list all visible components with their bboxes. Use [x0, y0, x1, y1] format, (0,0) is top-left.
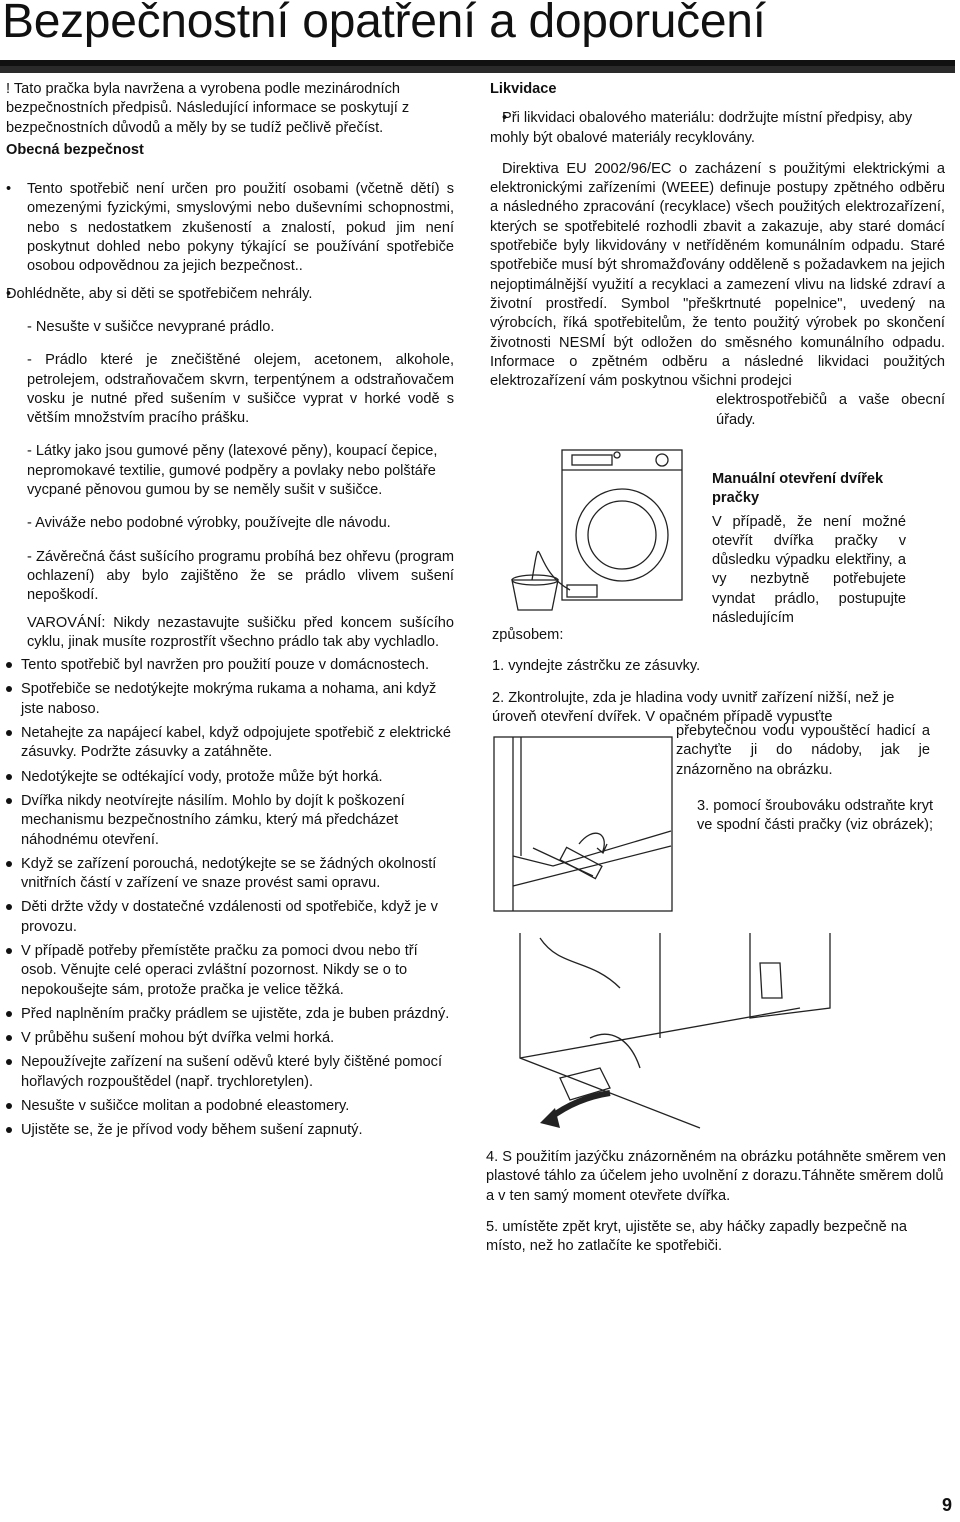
bullet-icon	[6, 948, 12, 954]
dash-item-2: - Prádlo které je znečištěné olejem, acetonem, alkohole, petrolejem, odstraňovačem skvrn, terpentýnem a odstraňovačem vosku je nutné před sušením v sušičce vyprat v horké vodě s větším množstvím pracího prášku.	[27, 352, 454, 427]
safety-paragraph-2: • Dohlédněte, aby si děti se spotřebičem nehrály.	[6, 285, 454, 304]
bullet-icon	[6, 798, 12, 804]
title-rule-shadow	[0, 66, 955, 73]
bullet-icon	[6, 904, 12, 910]
dash-item-3: - Látky jako jsou gumové pěny (latexové pěny), koupací čepice, nepromokavé textilie, gumové podpěry a povlaky nebo polštáře vycpané pěnovou gumou by se neměly sušit v sušičce.	[27, 443, 438, 499]
step-5: 5. umístěte zpět kryt, ujistěte se, aby háčky zapadly bezpečně na místo, než ho zatlačíte ke spotřebiči.	[486, 1218, 908, 1255]
bullet-icon	[6, 1059, 12, 1065]
bullet-icon	[6, 1035, 12, 1041]
step-1: 1. vyndejte zástrčku ze zásuvky.	[492, 658, 701, 675]
page-title: Bezpečnostní opatření a doporučení	[2, 0, 766, 48]
warning-text: VAROVÁNÍ: Nikdy nezastavujte sušičku před koncem sušícího cyklu, jinak musíte rozprostřít všechno prádlo tak aby vychladlo.	[27, 614, 454, 650]
bullet-icon	[6, 861, 12, 867]
list-item: Nesušte v sušičce molitan a podobné eleastomery.	[6, 1097, 454, 1116]
list-item: Ujistěte se, že je přívod vody během sušení zapnutý.	[6, 1121, 454, 1140]
pull-tab-illustration	[500, 928, 840, 1140]
safety-paragraph-1: • Tento spotřebič není určen pro použití osobami (včetně dětí) s omezenými fyzickými, smyslovými nebo duševními schopnostmi, nebo s nedostatkem zkušeností a znalostí, pokud jim není poskytnut dohled nebo pokyny týkající se používání spotřebiče osobou odpovědnou za jejich bezpečnost..	[6, 180, 454, 276]
list-item: V průběhu sušení mohou být dvířka velmi horká.	[6, 1029, 454, 1048]
list-item: Když se zařízení porouchá, nedotýkejte se se žádných okolností vnitřních částí v zařízení ve snaze provést sami opravu.	[6, 855, 454, 894]
list-item: Nepoužívejte zařízení na sušení oděvů které byly čištěné pomocí hořlavých rozpouštědel (např. trychloretylen).	[6, 1053, 454, 1092]
manual-open-text: V případě, že není možné otevřít dvířka pračky v důsledku výpadku elektřiny, a vy nezbytně potřebujete vyndat prádlo, postupujte následujícím	[712, 513, 906, 627]
final-steps-block	[486, 1148, 948, 1256]
dash-item-1: - Nesušte v sušičce nevyprané prádlo.	[27, 318, 275, 335]
bullet-icon	[6, 730, 12, 736]
pull-tab-icon	[500, 928, 840, 1140]
bullet-icon	[6, 662, 12, 668]
page-number: 9	[941, 1495, 952, 1515]
disposal-paragraph-2-end: elektrospotřebičů a vaše obecní úřady.	[716, 392, 945, 428]
list-item: Před naplněním pračky prádlem se ujistěte, zda je buben prázdný.	[6, 1005, 454, 1024]
bullet-icon	[6, 1127, 12, 1133]
step-3-block	[697, 797, 947, 836]
left-column	[6, 78, 454, 1141]
bullet-icon	[6, 774, 12, 780]
bullet-icon	[6, 686, 12, 692]
bullet-icon	[6, 1103, 12, 1109]
steps-block	[492, 626, 937, 727]
screwdriver-icon	[493, 736, 673, 912]
step-3: 3. pomocí šroubováku odstraňte kryt ve spodní části pračky (viz obrázek);	[697, 798, 934, 834]
list-item: Nedotýkejte se odtékající vody, protože může být horká.	[6, 768, 454, 787]
list-item: Děti držte vždy v dostatečné vzdálenosti od spotřebiče, když je v provozu.	[6, 898, 454, 937]
dash-item-4: - Aviváže nebo podobné výrobky, používejte dle návodu.	[27, 515, 391, 532]
step-2-text-wrap: přebytečnou vodu vypouštěcí hadicí a zachyťte ji do nádoby, jak je znázorněno na obrázku.	[676, 723, 930, 778]
dash-item-5: - Závěrečná část sušícího programu probíhá bez ohřevu (program ochlazení) aby bylo zajištěno že se prádlo vlivem sušení nepoškodí.	[27, 548, 454, 604]
list-item: Tento spotřebič byl navržen pro použití pouze v domácnostech.	[6, 656, 454, 675]
step-2: 2. Zkontrolujte, zda je hladina vody uvnitř zařízení nižší, než je úroveň otevření dvířek. V opačném případě vypusťte	[492, 689, 895, 725]
disposal-paragraph-1: • Při likvidaci obalového materiálu: dodržujte místní předpisy, aby mohly být obalové materiály recyklovány.	[490, 109, 945, 148]
list-item: Dvířka nikdy neotvírejte násilím. Mohlo by dojít k poškození mechanismu bezpečnostního zámku, který má předcházet náhodnému otevření.	[6, 792, 454, 850]
list-item: Spotřebiče se nedotýkejte mokrýma rukama a nohama, ani když jste naboso.	[6, 680, 454, 719]
list-item: Netahejte za napájecí kabel, když odpojujete spotřebič z elektrické zásuvky. Podržte zásuvky a zatáhněte.	[6, 724, 454, 763]
drain-hose-illustration	[492, 440, 706, 616]
washing-machine-icon	[492, 440, 706, 616]
step-2-continued	[676, 722, 930, 780]
safety-bullet-list	[6, 656, 454, 1141]
screwdriver-illustration	[493, 736, 673, 912]
manual-open-tail: způsobem:	[492, 627, 564, 643]
disposal-heading: Likvidace	[490, 81, 557, 97]
manual-open-block	[712, 470, 906, 628]
manual-open-heading: Manuální otevření dvířek pračky	[712, 471, 884, 507]
intro-text: ! Tato pračka byla navržena a vyrobena podle mezinárodních bezpečnostních předpisů. Následující informace se poskytují z bezpečnostních důvodů a měly by se tudíž pečlivě přečíst.	[6, 81, 410, 136]
disposal-paragraph-2: Direktiva EU 2002/96/EC o zacházení s použitými elektrickými a elektronickými zařízeními (WEEE) definuje postupy zpětného odběru a následného zpracování (recyklace) všech použitých elektrozařízení, kterých se spotřebitelé rozhodli zbavit a zakazuje, aby staré domácí spotřebiče byly likvidovány v netříděném komunálním odpadu. Staré spotřebiče musí být shromažďovány odděleně s požadavkem na jejich nejoptimálnější využití a recyklaci a zamezení vlivu na lidské zdraví a životní prostředí. Symbol "přeškrtnuté popelnice", uvedený na výrobcích, říká spotřebitelům, že tento použitý výrobek po skončení životnosti NESMÍ být odložen do směsného komunálního odpadu. Informace o zpětném odběru a následné likvidaci použitých elektrozařízení vám poskytnou všichni prodejci	[490, 160, 945, 390]
bullet-icon	[6, 1011, 12, 1017]
list-item: V případě potřeby přemístěte pračku za pomoci dvou nebo tří osob. Věnujte celé operaci zvláštní pozornost. Nikdy se o to nepokoušejte sám, protože pračka je velice těžká.	[6, 942, 454, 1000]
general-safety-heading: Obecná bezpečnost	[6, 141, 144, 158]
step-4: 4. S použitím jazýčku znázorněném na obrázku potáhněte směrem ven plastové táhlo za účelem jeho uvolnění z dorazu.Táhněte směrem dolů a v ten samý moment otevřete dvířka.	[486, 1149, 946, 1204]
